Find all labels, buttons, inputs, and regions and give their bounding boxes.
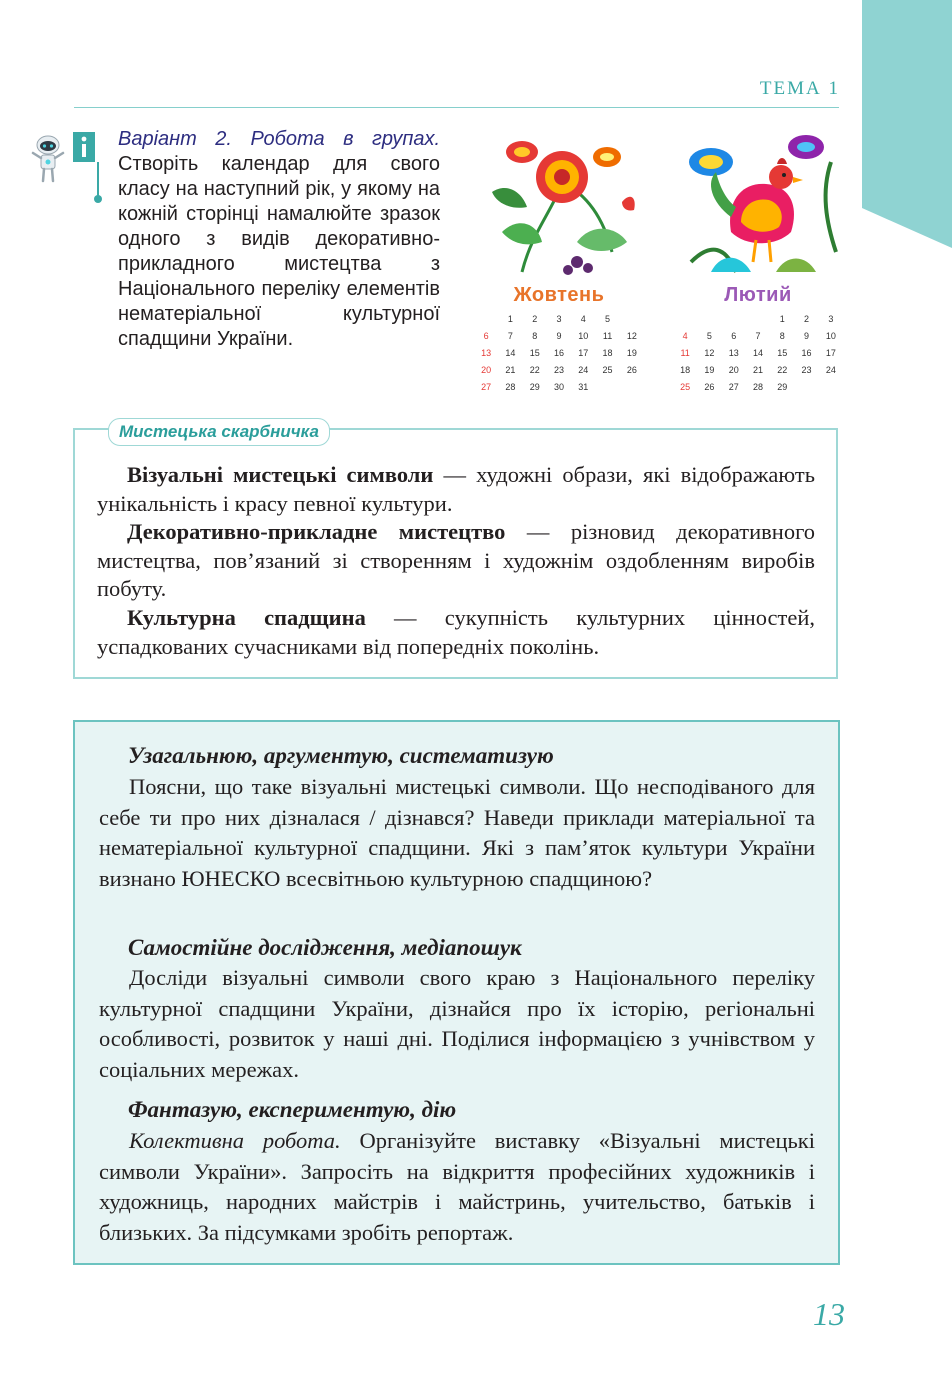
calendar-day: 19 (626, 347, 637, 358)
calendar-day: 15 (529, 347, 540, 358)
calendar-day: 9 (556, 330, 562, 341)
calendar-day: 9 (804, 330, 810, 341)
calendar-day: 19 (704, 364, 715, 375)
calendar-day: 28 (752, 381, 763, 392)
calendar-day: 14 (752, 347, 763, 358)
calendar-day: 22 (529, 364, 540, 375)
calendar-week-row (673, 361, 843, 378)
calendar-week-row (673, 378, 843, 395)
section-body: Поясни, що таке візуальні мистецькі символи. Що несподіваного для себе ти про них дізналася / дізнався? Наведи приклади матеріальної та нематеріальної культурної спадщини. Які з пам’яток культури України визнано ЮНЕСКО всесвітньою культурною спадщиною? (99, 774, 815, 891)
calendar-day: 26 (704, 381, 715, 392)
calendar-day: 7 (507, 330, 513, 341)
calendar-day: 24 (825, 364, 836, 375)
section-text (99, 963, 815, 1085)
calendar-day: 2 (532, 313, 538, 324)
corner-tab-decoration (862, 0, 952, 250)
glossary-definition: — сукупність культурних цінностей, успадкованих сучасниками від попередніх поколінь. (97, 605, 815, 659)
info-connector-line (97, 162, 99, 198)
calendar-day: 8 (532, 330, 538, 341)
calendar-day: 29 (777, 381, 788, 392)
calendar-day: 16 (801, 347, 812, 358)
glossary-term: Візуальні мистецькі символи (127, 462, 434, 487)
calendar-week-row (474, 361, 644, 378)
glossary-definition: — різновид декоративного мистецтва, пов’язаний зі створенням і художнім оздобленням виробів побуту. (97, 519, 815, 601)
calendar-day (794, 378, 818, 395)
section-heading: Самостійне дослідження, медіапошук (128, 935, 522, 960)
calendar-day: 10 (578, 330, 589, 341)
calendar-day: 12 (626, 330, 637, 341)
calendar-day: 23 (801, 364, 812, 375)
section-body: Досліди візуальні символи свого краю з Національного переліку культурної спадщини України, дізнайся про їх історію, регіональні особливості, розвиток у наші дні. Поділися інформацією з учнівством у соціальних мережах. (99, 965, 815, 1082)
glossary-item (97, 604, 815, 661)
calendar-day: 20 (728, 364, 739, 375)
glossary-definition: — художні образи, які відображають унікальність і красу певної культури. (97, 462, 815, 516)
calendar-day: 25 (602, 364, 613, 375)
calendar-week-row (474, 344, 644, 361)
calendar-day: 15 (777, 347, 788, 358)
calendar-day: 3 (556, 313, 562, 324)
calendar-day: 21 (505, 364, 516, 375)
calendar-day: 10 (825, 330, 836, 341)
calendar-day: 16 (553, 347, 564, 358)
calendar-day-holiday: 11 (680, 347, 690, 358)
calendar-day: 30 (553, 381, 564, 392)
section-text (99, 772, 815, 894)
calendar-week-row (474, 327, 644, 344)
calendar-month-title: Жовтень (513, 284, 605, 306)
calendar-day: 28 (505, 381, 516, 392)
glossary-label: Мистецька скарбничка (108, 418, 330, 446)
calendar-grid (474, 310, 644, 395)
calendar-day: 31 (578, 381, 589, 392)
glossary-term: Культурна спадщина (127, 605, 366, 630)
calendar-day: 1 (779, 313, 785, 324)
task-paragraph (118, 127, 440, 352)
calendar-day-holiday: 25 (680, 381, 691, 392)
calendar-day-holiday: 27 (481, 381, 492, 392)
info-connector-dot (94, 195, 102, 203)
calendar-october (474, 122, 644, 395)
calendar-day-holiday: 20 (481, 364, 492, 375)
header-divider (74, 107, 839, 108)
calendar-day: 21 (752, 364, 763, 375)
rooster-painting-illustration (681, 122, 841, 282)
glossary-item (97, 518, 815, 604)
calendar-day: 17 (578, 347, 589, 358)
calendar-day: 29 (529, 381, 540, 392)
calendar-february (673, 122, 843, 395)
section-heading: Узагальнюю, аргументую, систематизую (128, 743, 554, 768)
calendar-day: 1 (507, 313, 513, 324)
calendar-day: 5 (605, 313, 611, 324)
glossary-item (97, 461, 815, 518)
page-number: 13 (813, 1296, 845, 1332)
calendar-day: 22 (777, 364, 788, 375)
calendar-day (697, 310, 721, 327)
calendar-day: 5 (706, 330, 712, 341)
calendar-day: 23 (553, 364, 564, 375)
calendar-day: 26 (626, 364, 637, 375)
calendar-week-row (673, 310, 843, 327)
calendar-day-holiday: 4 (682, 330, 688, 341)
calendar-day (595, 378, 619, 395)
glossary-term: Декоративно-прикладне мистецтво (127, 519, 506, 544)
section-heading: Фантазую, експериментую, дію (128, 1097, 457, 1122)
calendar-day-holiday: 13 (481, 347, 492, 358)
calendar-day (819, 378, 843, 395)
calendar-day: 6 (731, 330, 737, 341)
calendar-week-row (474, 378, 644, 395)
calendar-day: 27 (728, 381, 739, 392)
calendar-day (620, 378, 644, 395)
calendar-day: 18 (602, 347, 613, 358)
calendar-day-holiday: 6 (483, 330, 489, 341)
task-lead: Варіант 2. Робота в групах. (118, 128, 440, 150)
calendar-day (620, 310, 644, 327)
calendar-day (722, 310, 746, 327)
calendar-day: 4 (580, 313, 586, 324)
topic-header: ТЕМА 1 (759, 78, 840, 99)
calendar-day: 18 (680, 364, 691, 375)
calendar-week-row (673, 327, 843, 344)
calendar-day (474, 310, 498, 327)
calendar-week-row (673, 344, 843, 361)
calendar-day: 24 (578, 364, 589, 375)
calendar-day: 2 (804, 313, 810, 324)
calendar-day: 7 (755, 330, 761, 341)
calendar-day (673, 310, 697, 327)
info-icon (73, 132, 95, 162)
task-text: Створіть календар для свого класу на наступний рік, у якому на кожній сторінці намалюйте зразок одного з видів декоративно-прикладного мистецтва з Національного переліку елементів нематеріальної культурної спадщини України. (118, 153, 440, 350)
calendar-day: 11 (602, 330, 613, 341)
petrykivka-flower-illustration (482, 122, 642, 282)
calendar-week-row (474, 310, 644, 327)
calendar-month-title: Лютий (724, 284, 792, 306)
calendar-day: 17 (825, 347, 836, 358)
calendar-day: 13 (728, 347, 739, 358)
calendar-day: 14 (505, 347, 516, 358)
section-text (99, 1126, 815, 1248)
section-lead: Колективна робота. (129, 1128, 341, 1153)
section-body: Організуйте виставку «Візуальні мистецькі символи України». Запросіть на відкриття професійних художників і художниць, народних майстрів і майстринь, учительство, батьків і близьких. За підсумками зробіть репортаж. (99, 1128, 815, 1245)
calendar-day: 3 (828, 313, 834, 324)
calendar-grid (673, 310, 843, 395)
calendar-day: 8 (779, 330, 785, 341)
calendar-day: 12 (704, 347, 715, 358)
robot-icon (28, 133, 68, 185)
calendar-day (746, 310, 770, 327)
